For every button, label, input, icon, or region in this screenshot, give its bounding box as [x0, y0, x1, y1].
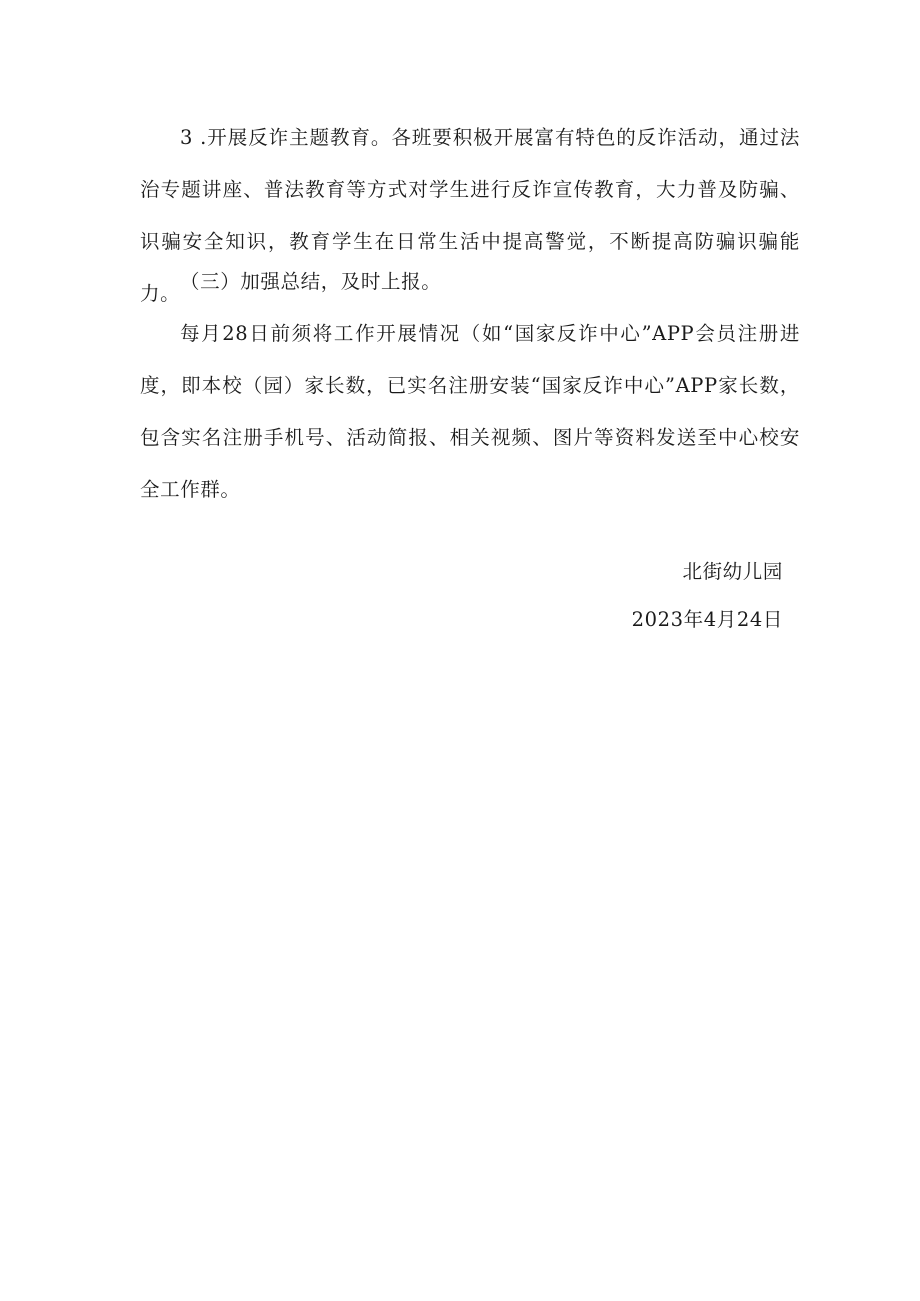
signature-date: 2023年4月24日 — [631, 608, 783, 631]
paragraph-anti-fraud-education: 3 .开展反诈主题教育。各班要积极开展富有特色的反诈活动，通过法治专题讲座、普法教育等方式对学生进行反诈宣传教育，大力普及防骗、识骗安全知识，教育学生在日常生活中提高警觉，不断提高防骗识骗能力。 — [140, 126, 800, 305]
paragraph-monthly-reporting: 每月28日前须将工作开展情况（如“国家反诈中心”APP会员注册进度，即本校（园）家长数，已实名注册安装“国家反诈中心”APP家长数，包含实名注册手机号、活动简报、相关视频、图片等资料发送至中心校安全工作群。 — [140, 322, 800, 501]
section-heading-summary-report: （三）加强总结，及时上报。 — [180, 270, 442, 293]
signature-organization: 北街幼儿园 — [682, 560, 783, 583]
